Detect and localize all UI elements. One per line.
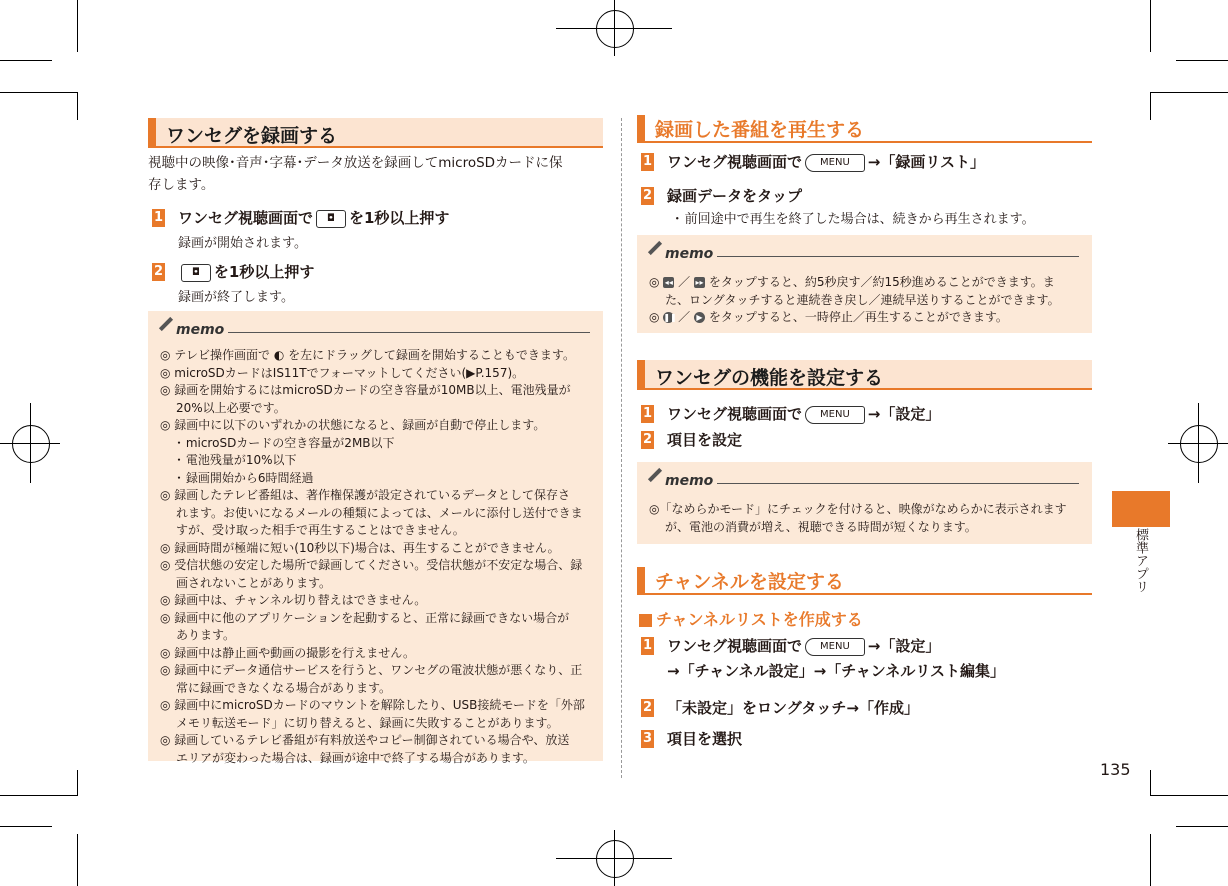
step-description: 録画が開始されます。 xyxy=(178,236,307,251)
section-title: 録画した番組を再生する xyxy=(655,119,865,141)
memo-item: ◎ 録画したテレビ番組は、著作権保護が設定されているデータとして保存さ xyxy=(160,488,571,502)
step-description: ･ 前回途中で再生を終了した場合は、続きから再生されます。 xyxy=(674,212,1035,227)
memo-box xyxy=(637,462,1092,544)
memo-item: ◎ 録画中は静止画や動画の撮影を行えません。 xyxy=(160,645,416,660)
step-number: 1 xyxy=(642,154,653,169)
step-text: ワンセグ視聴画面で xyxy=(667,153,803,171)
step-text: →「設定」 xyxy=(867,637,941,655)
step-text: ワンセグ視聴画面で xyxy=(178,209,314,227)
step-title: 項目を選択 xyxy=(667,730,743,748)
subsection-text: チャンネルリストを作成する xyxy=(656,610,863,629)
memo-list xyxy=(160,347,585,767)
memo-item: ◎ 録画時間が極端に短い(10秒以下)場合は、再生することができません。 xyxy=(160,540,560,555)
camera-key-icon: ◘ xyxy=(181,264,211,282)
memo-list xyxy=(649,274,1060,327)
memo-item: ◎ 録画中に以下のいずれかの状態になると、録画が自動で停止します。 xyxy=(160,418,546,432)
crop-mark xyxy=(1150,834,1151,886)
rewind-icon: ◂◂ xyxy=(664,278,673,287)
memo-item: すが、受け取った相手で再生することはできません。 xyxy=(176,523,465,537)
memo-item: が、電池の消費が増え、視聴できる時間が短くなります。 xyxy=(665,519,977,534)
step-text: を1秒以上押す xyxy=(348,209,450,227)
pen-icon xyxy=(648,468,662,482)
step-title xyxy=(667,403,940,424)
memo-text: をタップすると、一時停止／再生することができます。 xyxy=(708,310,1008,324)
memo-item: エリアが変わった場合は、録画が途中で終了する場合があります。 xyxy=(176,750,535,765)
section-header-play xyxy=(637,113,1092,143)
pen-icon xyxy=(159,317,173,331)
step-number: 1 xyxy=(642,638,653,653)
subsection-title xyxy=(639,607,863,630)
crop-mark xyxy=(0,92,78,93)
memo-item: れます。お使いになるメールの種類によっては、メールに添付し送付できま xyxy=(176,505,583,520)
fast-forward-icon: ▸▸ xyxy=(695,278,704,287)
memo-item: ◎ テレビ操作画面で ◐ を左にドラッグして録画を開始することもできます。 xyxy=(160,348,575,362)
memo-item: ◎ 録画中に他のアプリケーションを起動すると、正常に録画できない場合が xyxy=(160,610,570,625)
step-number: 1 xyxy=(153,210,164,225)
pen-icon xyxy=(648,241,662,255)
menu-key-icon: MENU xyxy=(805,406,865,424)
step-title: 「未設定」をロングタッチ→「作成」 xyxy=(667,699,919,717)
registration-mark xyxy=(596,10,634,48)
memo-item: ◎ 受信状態の安定した場所で録画してください。受信状態が不安定な場合、録 xyxy=(160,558,583,572)
section-title: ワンセグの機能を設定する xyxy=(655,367,884,389)
square-bullet-icon xyxy=(639,614,652,627)
crop-mark xyxy=(0,826,52,827)
crop-mark xyxy=(1176,826,1228,827)
crop-mark xyxy=(1150,0,1151,52)
memo-text: ／ xyxy=(678,275,691,289)
memo-item: あります。 xyxy=(176,628,236,642)
memo-text: をタップすると、約5秒戻す／約15秒進めることができます。ま xyxy=(708,275,1055,289)
chapter-tab-label: 標準アプリ xyxy=(1133,528,1148,593)
menu-key-icon: MENU xyxy=(805,154,865,172)
memo-item: 常に録画できなくなる場合があります。 xyxy=(176,680,392,695)
memo-divider xyxy=(228,332,590,333)
step-title: 録画データをタップ xyxy=(667,187,803,205)
registration-mark xyxy=(30,403,31,483)
memo-bullet: ◎ xyxy=(649,275,660,289)
memo-bullet: ◎ xyxy=(649,310,660,324)
crop-mark xyxy=(77,92,78,120)
memo-item: ◎ microSDカードはIS11Tでフォーマットしてください(▶P.157)。 xyxy=(160,365,525,380)
step-title xyxy=(667,151,985,172)
registration-mark xyxy=(596,840,634,878)
step-title xyxy=(667,635,940,656)
registration-mark xyxy=(1198,403,1199,483)
crop-mark xyxy=(0,60,52,61)
crop-mark xyxy=(77,0,78,52)
crop-mark xyxy=(1150,795,1228,796)
memo-item: た、ロングタッチすると連続巻き戻し／連続早送りすることができます。 xyxy=(665,292,1060,307)
crop-mark xyxy=(0,795,78,796)
step-title xyxy=(178,261,314,282)
memo-list xyxy=(649,501,1067,536)
memo-box xyxy=(148,311,603,765)
registration-mark xyxy=(614,0,615,56)
step-number: 2 xyxy=(153,264,164,279)
step-number: 2 xyxy=(642,188,653,203)
menu-key-icon: MENU xyxy=(805,638,865,656)
camera-key-icon: ◘ xyxy=(316,210,346,228)
section-title: チャンネルを設定する xyxy=(655,571,844,593)
step-title-continued: →「チャンネル設定」→「チャンネルリスト編集」 xyxy=(667,662,1006,680)
step-text: ワンセグ視聴画面で xyxy=(667,637,803,655)
step-text: を1秒以上押す xyxy=(213,263,315,281)
intro-line: 視聴中の映像･音声･字幕･データ放送を録画してmicroSDカードに保 xyxy=(148,155,563,171)
registration-mark xyxy=(1180,425,1218,463)
step-title: 項目を設定 xyxy=(667,431,743,449)
crop-mark xyxy=(77,770,78,796)
memo-label: memo xyxy=(665,246,714,262)
memo-item: ･ 録画開始から6時間経過 xyxy=(176,470,314,485)
step-title xyxy=(178,207,449,228)
crop-mark xyxy=(1176,60,1228,61)
step-number: 2 xyxy=(642,700,653,715)
memo-item: ◎ 録画を開始するにはmicroSDカードの空き容量が10MB以上、電池残量が xyxy=(160,383,571,397)
memo-item: ◎ 録画中にmicroSDカードのマウントを解除したり、USB接続モードを「外部 xyxy=(160,698,585,712)
memo-divider xyxy=(717,256,1079,257)
section-header-function xyxy=(637,360,1092,390)
crop-mark xyxy=(1150,92,1151,120)
intro-text xyxy=(148,152,608,196)
memo-divider xyxy=(717,483,1079,484)
memo-item: メモリ転送モード」に切り替えると、録画に失敗することがあります。 xyxy=(176,715,559,730)
memo-box xyxy=(637,235,1092,333)
crop-mark xyxy=(1150,92,1228,93)
memo-item: 20%以上必要です。 xyxy=(176,400,286,415)
step-number: 2 xyxy=(642,432,653,447)
page-number: 135 xyxy=(1100,760,1131,779)
intro-line: 存します。 xyxy=(148,177,215,193)
memo-item xyxy=(649,274,1060,292)
step-text: →「録画リスト」 xyxy=(867,153,986,171)
memo-label: memo xyxy=(665,473,714,489)
memo-item: ･ 電池残量が10%以下 xyxy=(176,453,297,467)
memo-item: ◎「なめらかモード」にチェックを付けると、映像がなめらかに表示されます xyxy=(649,502,1067,516)
section-header-record xyxy=(148,118,603,148)
section-title: ワンセグを録画する xyxy=(166,125,338,147)
memo-item: ◎ 録画しているテレビ番組が有料放送やコピー制御されている場合や、放送 xyxy=(160,733,570,747)
memo-item xyxy=(649,309,1060,327)
memo-item: 画されないことがあります。 xyxy=(176,575,332,590)
crop-mark xyxy=(77,834,78,886)
memo-label: memo xyxy=(176,322,225,338)
play-icon: ▶ xyxy=(694,312,705,323)
crop-mark xyxy=(1150,770,1151,796)
pause-icon: ❚❚ xyxy=(663,313,677,322)
step-number: 1 xyxy=(642,406,653,421)
step-description: 録画が終了します。 xyxy=(178,290,294,305)
memo-text: ／ xyxy=(678,310,691,324)
column-divider xyxy=(621,118,622,778)
memo-item: ◎ 録画中は、チャンネル切り替えはできません。 xyxy=(160,593,427,607)
memo-item: ◎ 録画中にデータ通信サービスを行うと、ワンセグの電波状態が悪くなり、正 xyxy=(160,663,583,677)
step-text: ワンセグ視聴画面で xyxy=(667,405,803,423)
memo-item: ･ microSDカードの空き容量が2MB以下 xyxy=(176,435,395,450)
step-number: 3 xyxy=(642,731,653,746)
chapter-tab xyxy=(1112,491,1170,527)
registration-mark xyxy=(614,830,615,886)
step-text: →「設定」 xyxy=(867,405,941,423)
registration-mark xyxy=(12,425,50,463)
section-header-channel xyxy=(637,565,1092,595)
